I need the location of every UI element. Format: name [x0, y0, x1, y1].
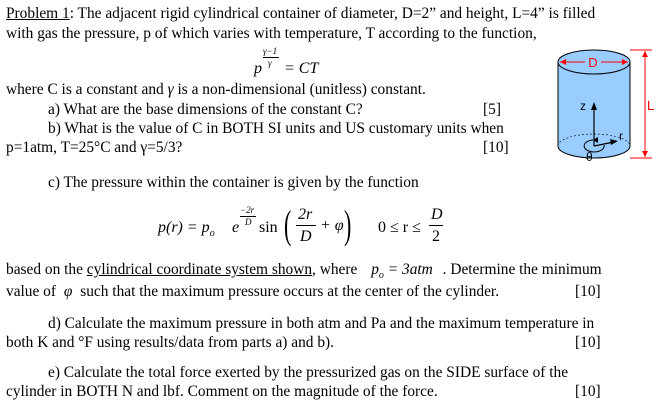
intro-text: : The adjacent rigid cylindrical container of diameter, D=2” and height, L=4” is filled	[69, 5, 596, 22]
eq2-plus-phi: + φ	[320, 217, 344, 234]
eq2-range-bar	[429, 225, 443, 226]
where-text-a: where C is a constant and	[6, 81, 164, 98]
theta-label: θ	[586, 150, 593, 164]
eq2-range: 0 ≤ r ≤	[378, 219, 421, 236]
eq2-paren-left: (	[284, 202, 292, 247]
eq1-base: p	[254, 60, 262, 77]
where-text-b: is a non-dimensional (unitless) constant.	[177, 81, 426, 98]
part-b-line-2: p=1atm, T=25°C and γ=5/3?	[6, 139, 183, 156]
where-line	[6, 82, 426, 97]
part-e-line-2: cylinder in BOTH N and lbf. Comment on the magnitude of the force.	[6, 383, 438, 400]
phi-symbol: φ	[63, 283, 73, 300]
r-label: r	[619, 129, 623, 143]
eq2-frac-num: 2r	[298, 206, 313, 223]
part-c-points: [10]	[575, 283, 601, 300]
cylinder-figure	[548, 42, 656, 170]
part-e-points: [10]	[575, 383, 601, 400]
eq1-exp-den: γ	[268, 58, 272, 68]
problem-title: Problem 1	[6, 5, 70, 22]
part-d-points: [10]	[575, 334, 601, 351]
part-a-text: a) What are the base dimensions of the constant C?	[48, 101, 363, 118]
eq2-paren-right: )	[344, 202, 352, 247]
eq2-frac-den: D	[300, 228, 312, 245]
gamma-symbol: γ	[167, 81, 174, 98]
eq2-range-den: 2	[432, 228, 440, 245]
eq2-exp-den: D	[245, 217, 252, 227]
eq2-frac-bar	[296, 225, 316, 226]
part-c-line-2: based on the cylindrical coordinate system shown, where $p_o = 3atm$ . Determine the minimum	[6, 261, 602, 282]
eq2-range-num: D	[431, 206, 443, 223]
po-value: = 3atm	[387, 261, 433, 278]
cylindrical-coordinate-link: cylindrical coordinate system shown	[86, 261, 313, 278]
part-a-points: [5]	[483, 101, 501, 118]
length-arrow-bottom	[642, 151, 648, 157]
part-b-line-1: b) What is the value of C in BOTH SI units and US customary units when	[48, 120, 504, 137]
length-arrow-top	[642, 51, 648, 57]
po-symbol: $p_o$	[371, 261, 384, 282]
eq2-lhs: $p(r) = p_o$	[158, 219, 215, 240]
eq2-exp-base: e	[232, 219, 240, 236]
part-b-points: [10]	[483, 139, 509, 156]
eq1-exp-num: γ−1	[263, 46, 278, 56]
part-c-line-3: value of φ such that the maximum pressure occurs at the center of the cylinder.	[6, 283, 500, 300]
eq2-exp-num: −2r	[240, 205, 255, 215]
z-label: z	[580, 99, 586, 113]
part-d-line-1: d) Calculate the maximum pressure in both atm and Pa and the maximum temperature in	[48, 315, 595, 332]
part-c-text: c) The pressure within the container is given by the function	[48, 174, 419, 191]
eq1-rhs: = CT	[284, 60, 319, 77]
intro-line-1	[6, 6, 595, 21]
eq2-sin: sin	[259, 219, 278, 236]
part-d-line-2: both K and °F using results/data from parts a) and b).	[6, 334, 335, 351]
diameter-label: D	[588, 55, 598, 70]
part-e-line-1: e) Calculate the total force exerted by the pressurized gas on the SIDE surface of the	[48, 364, 569, 381]
intro-line-2: with gas the pressure, p of which varies with temperature, T according to the function,	[6, 25, 537, 42]
length-label: L	[647, 98, 655, 113]
